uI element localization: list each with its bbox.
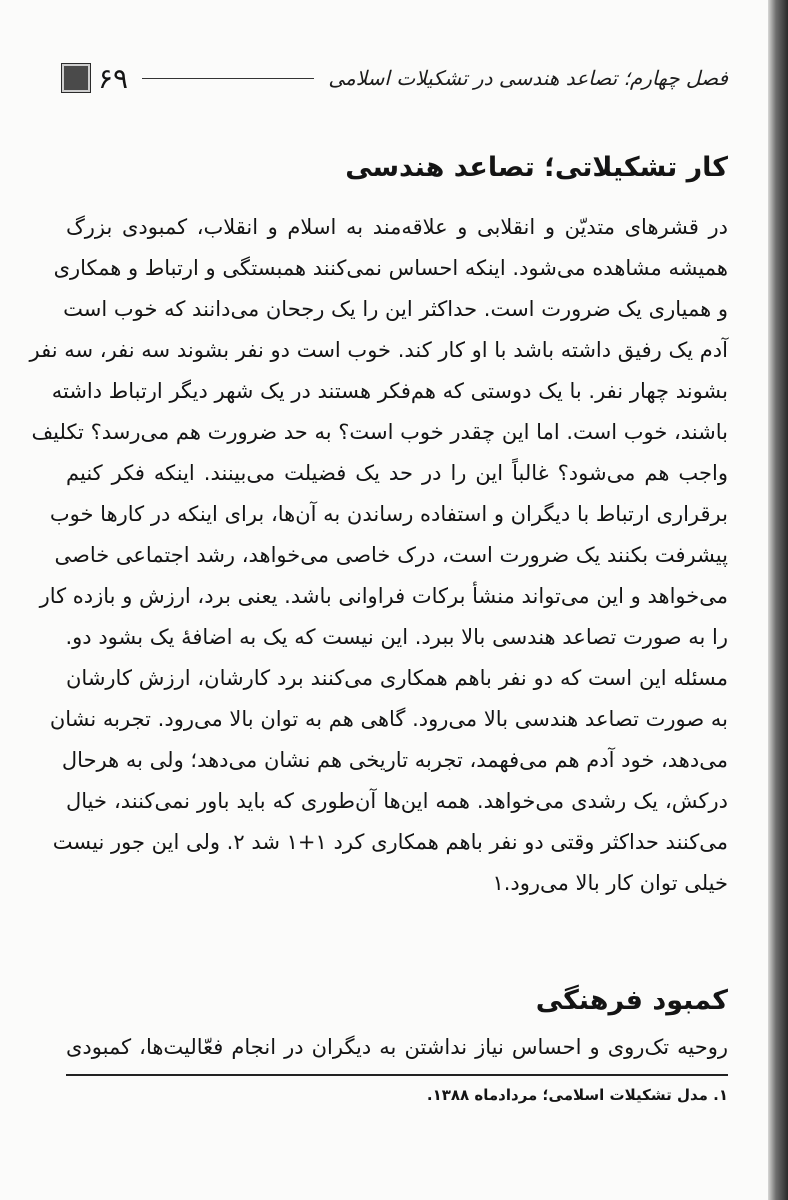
footnote: ۱. مدل تشکیلات اسلامی؛ مردادماه ۱۳۸۸. bbox=[426, 1086, 728, 1104]
section-heading-organizational-work: کار تشکیلاتی؛ تصاعد هندسی bbox=[345, 152, 728, 183]
body-line: می‌خواهد و این می‌تواند منشأ برکات فراوانی باشد. یعنی برد، ارزش و بازده کار bbox=[39, 584, 728, 608]
body-line: آدم یک رفیق داشته باشد با او کار کند. خوب است دو نفر بشوند سه نفر، سه نفر bbox=[29, 338, 728, 362]
running-header bbox=[62, 58, 728, 98]
footnote-rule bbox=[66, 1074, 728, 1076]
page-number: ۶۹ bbox=[98, 61, 129, 95]
body-line: می‌دهد، خود آدم هم می‌فهمد، تجربه تاریخی هم نشان می‌دهد؛ ولی به هرحال bbox=[61, 748, 728, 772]
body-line: در قشرهای متدیّن و انقلابی و علاقه‌مند به اسلام و انقلاب، کمبودی بزرگ bbox=[66, 215, 728, 239]
body-line: را به صورت تصاعد هندسی بالا ببرد. این نیست که یک به اضافهٔ یک بشود دو. bbox=[65, 625, 728, 649]
body-line: درکش، یک رشدی می‌خواهد. همه این‌ها آن‌طوری که باید باور نمی‌کنند، خیال bbox=[66, 789, 728, 813]
body-line: بشوند چهار نفر. با یک دوستی که هم‌فکر هستند در یک شهر دیگر ارتباط داشته bbox=[51, 379, 728, 403]
body-line: و همیاری یک ضرورت است. حداکثر این را یک رجحان می‌دانند که خوب است bbox=[63, 297, 728, 321]
body-line: می‌کنند حداکثر وقتی دو نفر باهم همکاری کرد ۱+۱ شد ۲. ولی این جور نیست bbox=[52, 830, 728, 854]
body-line: روحیه تک‌روی و احساس نیاز نداشتن به دیگران در انجام فعّالیت‌ها، کمبودی bbox=[66, 1035, 728, 1059]
section-heading-cultural-deficit: کمبود فرهنگی bbox=[535, 985, 728, 1016]
body-line: همیشه مشاهده می‌شود. اینکه احساس نمی‌کنند همبستگی و ارتباط و همکاری bbox=[53, 256, 728, 280]
body-line: برقراری ارتباط با دیگران و استفاده رساندن به آن‌ها، برای اینکه در کارها خوب bbox=[49, 502, 728, 526]
book-spine-edge bbox=[768, 0, 788, 1200]
body-line: باشند، خوب است. اما این چقدر خوب است؟ به حد ضرورت هم می‌رسد؟ تکلیف bbox=[31, 420, 728, 444]
header-rule bbox=[142, 78, 314, 79]
running-title: فصل چهارم؛ تصاعد هندسی در تشکیلات اسلامی bbox=[328, 66, 728, 90]
page-marker-square-icon bbox=[62, 64, 90, 92]
body-line: مسئله این است که دو نفر باهم همکاری می‌کنند برد کارشان، ارزش کارشان bbox=[66, 666, 728, 690]
body-line: واجب هم می‌شود؟ غالباً این را در حد یک فضیلت می‌بینند. اینکه فکر کنیم bbox=[66, 461, 728, 485]
body-line: پیشرفت بکنند یک ضرورت است، درک خاصی می‌خواهد، رشد اجتماعی خاصی bbox=[54, 543, 728, 567]
body-line: به صورت تصاعد هندسی بالا می‌رود. گاهی هم به توان بالا می‌رود. تجربه نشان bbox=[49, 707, 728, 731]
body-line: خیلی توان کار بالا می‌رود.۱ bbox=[492, 871, 728, 895]
